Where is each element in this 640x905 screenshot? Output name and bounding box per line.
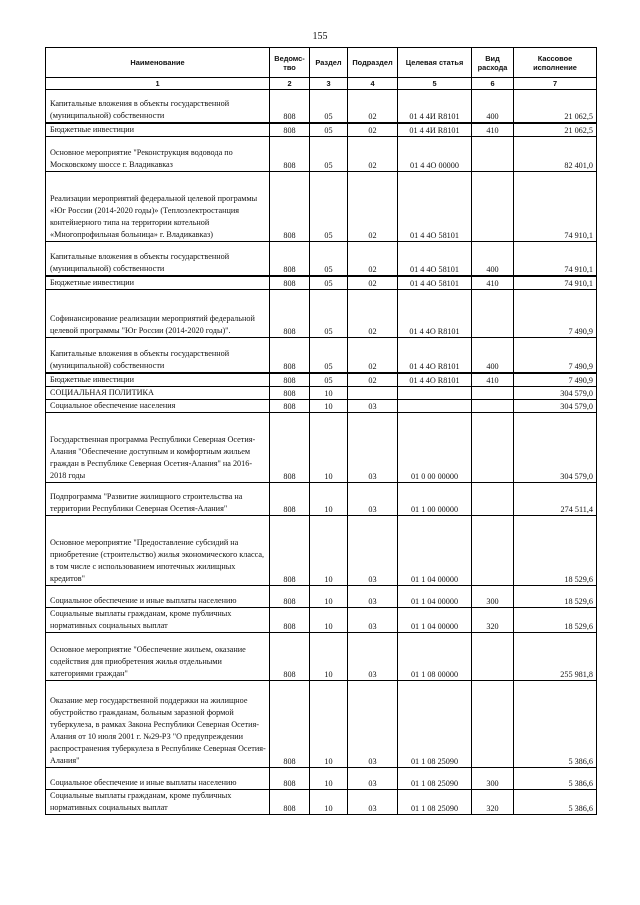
cell-cash-execution: 304 579,0 (514, 386, 597, 399)
cell-cash-execution: 5 386,6 (514, 789, 597, 814)
column-number-cash-execution: 7 (514, 78, 597, 90)
cell-expense-type: 400 (472, 241, 514, 276)
cell-section: 10 (310, 585, 348, 607)
column-number-name: 1 (46, 78, 270, 90)
cell-section: 05 (310, 136, 348, 171)
table-header-row (46, 48, 597, 78)
cell-target-article: 01 4 4И R8101 (398, 123, 472, 137)
cell-expense-type: 300 (472, 767, 514, 789)
cell-subsection: 02 (348, 373, 398, 387)
cell-target-article (398, 399, 472, 412)
cell-department: 808 (270, 171, 310, 241)
table-row (46, 136, 597, 171)
table-row (46, 632, 597, 680)
header-section: Раздел (310, 48, 348, 78)
cell-department: 808 (270, 767, 310, 789)
header-subsection: Подраздел (348, 48, 398, 78)
table-row (46, 171, 597, 241)
table-row (46, 515, 597, 585)
cell-name: Капитальные вложения в объекты государственной (муниципальной) собственности (46, 338, 270, 373)
cell-expense-type: 320 (472, 607, 514, 632)
cell-name: Государственная программа Республики Северная Осетия-Алания "Обеспечение доступным и комфортным жильем граждан в Республике Северная Осетия-Алания" на 2016-2018 годы (46, 412, 270, 482)
page-number: 155 (312, 31, 328, 42)
cell-department: 808 (270, 607, 310, 632)
table-row (46, 789, 597, 814)
budget-execution-table (45, 47, 597, 815)
cell-expense-type: 400 (472, 338, 514, 373)
table-row (46, 607, 597, 632)
cell-name: Социальное обеспечение населения (46, 399, 270, 412)
cell-section: 05 (310, 241, 348, 276)
cell-department: 808 (270, 90, 310, 123)
cell-subsection: 03 (348, 412, 398, 482)
cell-expense-type (472, 399, 514, 412)
header-name: Наименование (46, 48, 270, 78)
cell-section: 10 (310, 632, 348, 680)
cell-subsection: 03 (348, 767, 398, 789)
cell-department: 808 (270, 632, 310, 680)
cell-name: Социальные выплаты гражданам, кроме публичных нормативных социальных выплат (46, 607, 270, 632)
table-row (46, 767, 597, 789)
cell-target-article: 01 1 04 00000 (398, 607, 472, 632)
cell-expense-type (472, 171, 514, 241)
cell-cash-execution: 5 386,6 (514, 767, 597, 789)
cell-expense-type (472, 515, 514, 585)
cell-name: Основное мероприятие "Предоставление субсидий на приобретение (строительство) жилья экономического класса, в том числе с использованием ипотечных жилищных кредитов" (46, 515, 270, 585)
cell-subsection: 02 (348, 290, 398, 338)
cell-section: 10 (310, 789, 348, 814)
cell-cash-execution: 255 981,8 (514, 632, 597, 680)
column-number-expense-type: 6 (472, 78, 514, 90)
cell-target-article: 01 4 4О R8101 (398, 338, 472, 373)
cell-expense-type (472, 632, 514, 680)
cell-cash-execution: 18 529,6 (514, 585, 597, 607)
table-row (46, 585, 597, 607)
cell-cash-execution: 304 579,0 (514, 412, 597, 482)
cell-subsection: 03 (348, 789, 398, 814)
cell-department: 808 (270, 136, 310, 171)
table-row (46, 90, 597, 123)
cell-subsection: 03 (348, 680, 398, 767)
cell-section: 10 (310, 680, 348, 767)
cell-target-article: 01 1 04 00000 (398, 515, 472, 585)
cell-subsection: 03 (348, 607, 398, 632)
cell-section: 05 (310, 90, 348, 123)
cell-name: Бюджетные инвестиции (46, 123, 270, 137)
cell-name: Капитальные вложения в объекты государственной (муниципальной) собственности (46, 241, 270, 276)
cell-subsection: 02 (348, 90, 398, 123)
cell-name: Бюджетные инвестиции (46, 373, 270, 387)
cell-section: 10 (310, 767, 348, 789)
cell-department: 808 (270, 789, 310, 814)
cell-section: 10 (310, 399, 348, 412)
cell-cash-execution: 7 490,9 (514, 290, 597, 338)
cell-department: 808 (270, 338, 310, 373)
cell-target-article: 01 4 4О 00000 (398, 136, 472, 171)
table-body (46, 90, 597, 815)
cell-name: Основное мероприятие "Обеспечение жильем, оказание содействия для приобретения жилья отдельными категориями граждан" (46, 632, 270, 680)
cell-expense-type: 320 (472, 789, 514, 814)
table-row (46, 338, 597, 373)
cell-subsection: 02 (348, 338, 398, 373)
cell-section: 05 (310, 338, 348, 373)
header-cash-execution: Кассовое исполнение (514, 48, 597, 78)
cell-subsection: 02 (348, 171, 398, 241)
cell-target-article: 01 1 00 00000 (398, 482, 472, 515)
cell-subsection: 03 (348, 632, 398, 680)
cell-section: 10 (310, 607, 348, 632)
cell-subsection: 03 (348, 482, 398, 515)
cell-target-article: 01 1 08 00000 (398, 632, 472, 680)
cell-name: Социальное обеспечение и иные выплаты населению (46, 767, 270, 789)
cell-expense-type: 410 (472, 373, 514, 387)
cell-subsection: 02 (348, 136, 398, 171)
cell-expense-type: 410 (472, 276, 514, 290)
table-row (46, 290, 597, 338)
cell-section: 05 (310, 373, 348, 387)
cell-cash-execution: 18 529,6 (514, 607, 597, 632)
cell-department: 808 (270, 399, 310, 412)
cell-name: Подпрограмма "Развитие жилищного строительства на территории Республики Северная Осетия-Алания" (46, 482, 270, 515)
cell-department: 808 (270, 515, 310, 585)
cell-target-article (398, 386, 472, 399)
cell-section: 10 (310, 482, 348, 515)
cell-department: 808 (270, 585, 310, 607)
cell-section: 10 (310, 515, 348, 585)
cell-target-article: 01 1 08 25090 (398, 767, 472, 789)
table-row (46, 123, 597, 137)
cell-target-article: 01 4 4О 58101 (398, 276, 472, 290)
cell-department: 808 (270, 123, 310, 137)
column-number-target-article: 5 (398, 78, 472, 90)
table-row (46, 399, 597, 412)
cell-cash-execution: 74 910,1 (514, 276, 597, 290)
cell-target-article: 01 4 4О R8101 (398, 290, 472, 338)
cell-target-article: 01 4 4О R8101 (398, 373, 472, 387)
cell-section: 05 (310, 290, 348, 338)
cell-department: 808 (270, 680, 310, 767)
cell-subsection: 02 (348, 123, 398, 137)
cell-name: СОЦИАЛЬНАЯ ПОЛИТИКА (46, 386, 270, 399)
cell-cash-execution: 21 062,5 (514, 123, 597, 137)
cell-section: 05 (310, 123, 348, 137)
cell-expense-type (472, 290, 514, 338)
cell-department: 808 (270, 482, 310, 515)
cell-subsection: 03 (348, 585, 398, 607)
cell-expense-type (472, 482, 514, 515)
cell-section: 05 (310, 171, 348, 241)
cell-expense-type (472, 386, 514, 399)
cell-name: Социальное обеспечение и иные выплаты населению (46, 585, 270, 607)
table-row (46, 482, 597, 515)
cell-department: 808 (270, 386, 310, 399)
table-row (46, 412, 597, 482)
cell-section: 05 (310, 276, 348, 290)
cell-expense-type (472, 412, 514, 482)
cell-department: 808 (270, 290, 310, 338)
cell-name: Бюджетные инвестиции (46, 276, 270, 290)
cell-name: Софинансирование реализации мероприятий федеральной целевой программы "Юг России (2014-2020 годы)". (46, 290, 270, 338)
cell-name: Капитальные вложения в объекты государственной (муниципальной) собственности (46, 90, 270, 123)
cell-department: 808 (270, 412, 310, 482)
cell-target-article: 01 1 08 25090 (398, 680, 472, 767)
cell-cash-execution: 5 386,6 (514, 680, 597, 767)
cell-expense-type: 400 (472, 90, 514, 123)
cell-subsection: 02 (348, 276, 398, 290)
cell-cash-execution: 7 490,9 (514, 373, 597, 387)
cell-target-article: 01 4 4О 58101 (398, 171, 472, 241)
cell-expense-type: 410 (472, 123, 514, 137)
column-number-department: 2 (270, 78, 310, 90)
cell-name: Основное мероприятие "Реконструкция водовода по Московскому шоссе г. Владикавказ (46, 136, 270, 171)
cell-expense-type: 300 (472, 585, 514, 607)
table-row (46, 241, 597, 276)
cell-cash-execution: 82 401,0 (514, 136, 597, 171)
cell-cash-execution: 74 910,1 (514, 241, 597, 276)
cell-section: 10 (310, 386, 348, 399)
cell-expense-type (472, 680, 514, 767)
column-number-row (46, 78, 597, 90)
table-row (46, 386, 597, 399)
cell-department: 808 (270, 373, 310, 387)
table-row (46, 373, 597, 387)
cell-cash-execution: 18 529,6 (514, 515, 597, 585)
cell-subsection: 02 (348, 241, 398, 276)
cell-department: 808 (270, 241, 310, 276)
cell-expense-type (472, 136, 514, 171)
table-row (46, 680, 597, 767)
cell-target-article: 01 4 4И R8101 (398, 90, 472, 123)
column-number-section: 3 (310, 78, 348, 90)
cell-name: Социальные выплаты гражданам, кроме публичных нормативных социальных выплат (46, 789, 270, 814)
cell-cash-execution: 21 062,5 (514, 90, 597, 123)
header-expense-type: Вид расхода (472, 48, 514, 78)
cell-target-article: 01 1 04 00000 (398, 585, 472, 607)
cell-subsection (348, 386, 398, 399)
cell-cash-execution: 74 910,1 (514, 171, 597, 241)
cell-cash-execution: 304 579,0 (514, 399, 597, 412)
column-number-subsection: 4 (348, 78, 398, 90)
cell-subsection: 03 (348, 515, 398, 585)
cell-cash-execution: 7 490,9 (514, 338, 597, 373)
table-row (46, 276, 597, 290)
cell-target-article: 01 1 08 25090 (398, 789, 472, 814)
cell-cash-execution: 274 511,4 (514, 482, 597, 515)
cell-department: 808 (270, 276, 310, 290)
cell-subsection: 03 (348, 399, 398, 412)
header-target-article: Целевая статья (398, 48, 472, 78)
header-department: Ведомс-тво (270, 48, 310, 78)
cell-name: Оказание мер государственной поддержки на жилищное обустройство гражданам, больным заразной формой туберкулеза, в рамках Закона Республики Северная Осетия-Алания от 10 июля 2001 г. №29-РЗ "О предупреждении распространения туберкулеза в Республике Северная Осетия-Алания" (46, 680, 270, 767)
cell-target-article: 01 4 4О 58101 (398, 241, 472, 276)
cell-name: Реализации мероприятий федеральной целевой программы «Юг России (2014-2020 годы)» (Теплоэлектростанция контейнерного типа на территории котельной «Многопрофильная больница» г. Владикавказ) (46, 171, 270, 241)
cell-section: 10 (310, 412, 348, 482)
cell-target-article: 01 0 00 00000 (398, 412, 472, 482)
